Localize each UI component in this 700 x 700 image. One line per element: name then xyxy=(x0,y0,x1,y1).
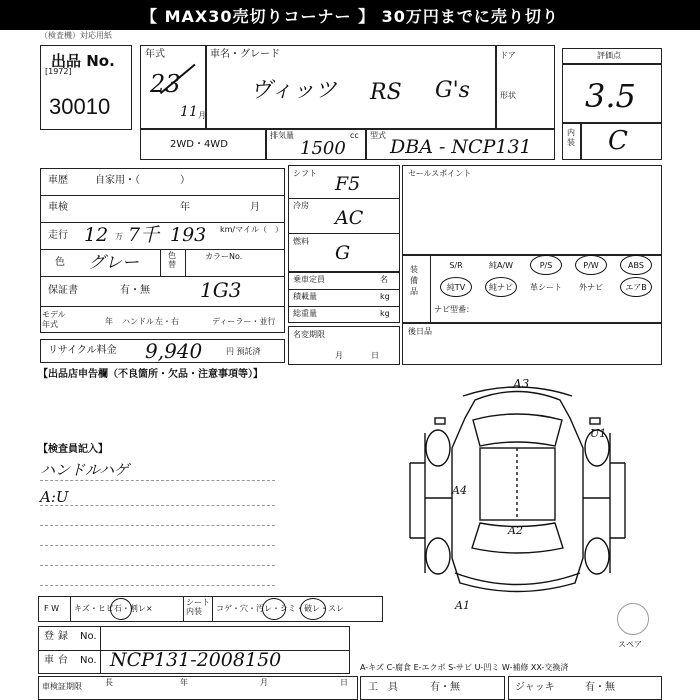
certificate-box xyxy=(38,676,358,700)
equipment-circle-mark xyxy=(530,255,562,275)
chassis-label: 車台 xyxy=(44,655,72,666)
mileage-man-unit: 万 xyxy=(115,232,123,241)
reg-change-unit: 月日 xyxy=(335,351,407,360)
wheel-rl xyxy=(426,538,450,574)
displacement-unit: cc xyxy=(350,131,359,140)
year-month: 11 xyxy=(180,104,198,120)
sales-point-box xyxy=(402,165,662,255)
legend: A-キズ C-腐食 E-エクボ S-サビ U-凹ミ W-補修 XX-交換済 xyxy=(360,663,569,672)
registration-no: No. xyxy=(80,631,97,642)
inspection-year: 年 xyxy=(180,202,190,213)
inspector-label: 【検査員記入】 xyxy=(38,444,108,455)
jack-label: ジャッキ xyxy=(515,682,555,693)
model-year-dealer: ディーラー・並行 xyxy=(212,317,276,326)
jack-value: 有・無 xyxy=(585,682,615,693)
spare-label: スペア xyxy=(618,640,642,649)
equipment-circle-mark xyxy=(575,255,607,275)
interior-value: C xyxy=(608,126,628,156)
car-grade-sub: G's xyxy=(435,78,470,103)
car-name-label: 車名・グレード xyxy=(210,49,280,60)
displacement-label: 排気量 xyxy=(270,131,294,140)
history-value: 自家用・（ ） xyxy=(95,175,190,186)
year-label: 年式 xyxy=(145,49,165,60)
seat-label: シート内装 xyxy=(186,598,210,616)
mileage-label: 走行 xyxy=(48,230,68,241)
tool-label: 工 具 xyxy=(368,682,398,693)
color-code: 1G3 xyxy=(200,278,242,302)
top-cut-text: （検査機）対応用紙 xyxy=(40,31,112,40)
wheel-fl xyxy=(426,430,450,466)
equipment-item: 外ナビ xyxy=(579,283,603,292)
weight-unit: kg xyxy=(380,309,390,318)
equipment-item: S/R xyxy=(449,261,463,270)
equipment-circle-mark xyxy=(620,277,652,297)
right-side xyxy=(610,433,625,573)
later-date-label: 後日品 xyxy=(408,327,432,336)
ac-value: AC xyxy=(335,207,364,229)
lot-number: 30010 xyxy=(49,94,111,119)
color-code-label: カラーNo. xyxy=(205,252,243,261)
shift-label: シフト xyxy=(293,169,317,178)
navi-label: ナビ型番： xyxy=(434,305,474,314)
rear-bumper xyxy=(455,573,580,585)
model-year-label: モデル年式 xyxy=(42,310,66,329)
equipment-item: エアB xyxy=(625,283,647,292)
color-change-label: 色替 xyxy=(168,251,176,269)
capacity-unit: 名 xyxy=(380,275,388,284)
report-label: 【出品店申告欄（不良箇所・欠品・注意事項等）】 xyxy=(38,369,263,380)
year-month-unit: 月 xyxy=(198,111,206,120)
mileage-rest: 193 xyxy=(170,224,207,246)
door-label: ドア xyxy=(500,51,516,60)
inspector-line2: A:U xyxy=(40,488,69,506)
equipment-item: P/S xyxy=(539,261,553,270)
inspector-line1: ハンドルハゲ xyxy=(40,461,129,479)
fw-circle-mark xyxy=(110,598,132,620)
equipment-item: ABS xyxy=(628,261,644,270)
tool-value: 有・無 xyxy=(430,682,460,693)
right-mirror xyxy=(590,418,600,424)
left-mirror xyxy=(435,418,445,424)
mileage-man: 12 xyxy=(84,224,109,246)
mileage-unit: km/マイル（ ） xyxy=(220,225,283,234)
chassis-value: NCP131-2008150 xyxy=(110,649,282,671)
fw-checks: キズ・ヒビ石・割レ× xyxy=(74,604,153,613)
car-grade: RS xyxy=(370,80,402,105)
equipment-item: 革シート xyxy=(530,283,562,292)
color-value: グレー xyxy=(88,253,139,273)
mark-roof: A2 xyxy=(508,524,523,537)
certificate-label: 車検証期限 xyxy=(42,682,82,691)
model-label: 型式 xyxy=(370,131,386,140)
model-year-handle: ハンドル xyxy=(122,317,154,326)
sales-point-label: セールスポイント xyxy=(408,169,472,178)
registration-label: 登録 xyxy=(44,631,72,642)
recycle-label: リサイクル料金 xyxy=(48,345,117,356)
banner: 【 MAX30売切りコーナー 】 30万円までに売り切り xyxy=(0,0,700,30)
seat-checks: コゲ・穴・汚レ・シミ・破レ・スレ xyxy=(216,604,344,613)
mark-front: A3 xyxy=(513,377,530,391)
car-name: ヴィッツ xyxy=(250,78,337,103)
seat-circle-mark-1 xyxy=(262,598,286,620)
lot-box xyxy=(40,45,132,130)
equipment-circle-mark xyxy=(620,255,652,275)
spare-icon xyxy=(617,603,649,635)
recycle-value: 9,940 xyxy=(145,339,203,363)
seat-circle-mark-2 xyxy=(300,598,326,620)
fw-label: F W xyxy=(44,604,60,613)
fuel-label: 燃料 xyxy=(293,237,309,246)
history-label: 車歴 xyxy=(48,175,68,186)
equipment-item: 純TV xyxy=(446,283,466,292)
certificate-day: 日 xyxy=(340,678,348,687)
equipment-circle-mark xyxy=(485,277,517,297)
color-label: 色 xyxy=(55,257,65,268)
inspection-label: 車検 xyxy=(48,202,68,213)
equipment-item: P/W xyxy=(583,261,599,270)
warranty-value: 有・無 xyxy=(120,285,150,296)
year-value: 23 xyxy=(150,70,181,98)
wheel-rr xyxy=(585,538,609,574)
ac-label: 冷房 xyxy=(293,201,309,210)
windshield xyxy=(473,414,562,446)
shape-label: 形状 xyxy=(500,91,516,100)
mark-right: U1 xyxy=(590,427,607,440)
drive-label: 2WD・4WD xyxy=(170,139,228,150)
certificate-month: 月 xyxy=(260,678,268,687)
weight-label: 総重量 xyxy=(293,309,317,318)
details-box xyxy=(40,168,285,333)
load-label: 積載量 xyxy=(293,292,317,301)
lot-label: 出品 No. xyxy=(51,52,115,70)
equipment-item: 純A/W xyxy=(488,261,514,270)
load-unit: kg xyxy=(380,292,390,301)
capacity-label: 乗車定員 xyxy=(293,275,325,284)
model-year-year: 年 xyxy=(105,317,113,326)
equipment-circle-mark xyxy=(440,277,472,297)
score-value: 3.5 xyxy=(585,77,636,115)
recycle-unit: 円 預託済 xyxy=(226,347,261,356)
later-date-box xyxy=(402,323,662,365)
mileage-k: 7千 xyxy=(128,224,160,246)
shift-value: F5 xyxy=(335,173,361,195)
car-diagram xyxy=(405,378,630,608)
lot-small-code: [1972] xyxy=(45,67,72,76)
interior-label: 内装 xyxy=(567,128,575,148)
certificate-year: 年 xyxy=(180,678,188,687)
left-side xyxy=(410,433,425,573)
inspection-month: 月 xyxy=(250,202,260,213)
certificate-long: 長 xyxy=(105,678,113,687)
equipment-item: 純ナビ xyxy=(489,283,513,292)
displacement-value: 1500 xyxy=(300,138,346,159)
fuel-value: G xyxy=(335,242,351,264)
score-label: 評価点 xyxy=(597,51,621,60)
mark-left-door: A4 xyxy=(452,484,467,497)
equipment-label: 装備品 xyxy=(410,265,418,297)
chassis-no: No. xyxy=(80,655,97,666)
model-year-handle-value: 左・右 xyxy=(155,317,179,326)
mark-rear: A1 xyxy=(455,599,470,612)
warranty-label: 保証書 xyxy=(48,285,78,296)
reg-change-label: 名変期限 xyxy=(293,330,325,339)
model-value: DBA - NCP131 xyxy=(390,136,532,158)
